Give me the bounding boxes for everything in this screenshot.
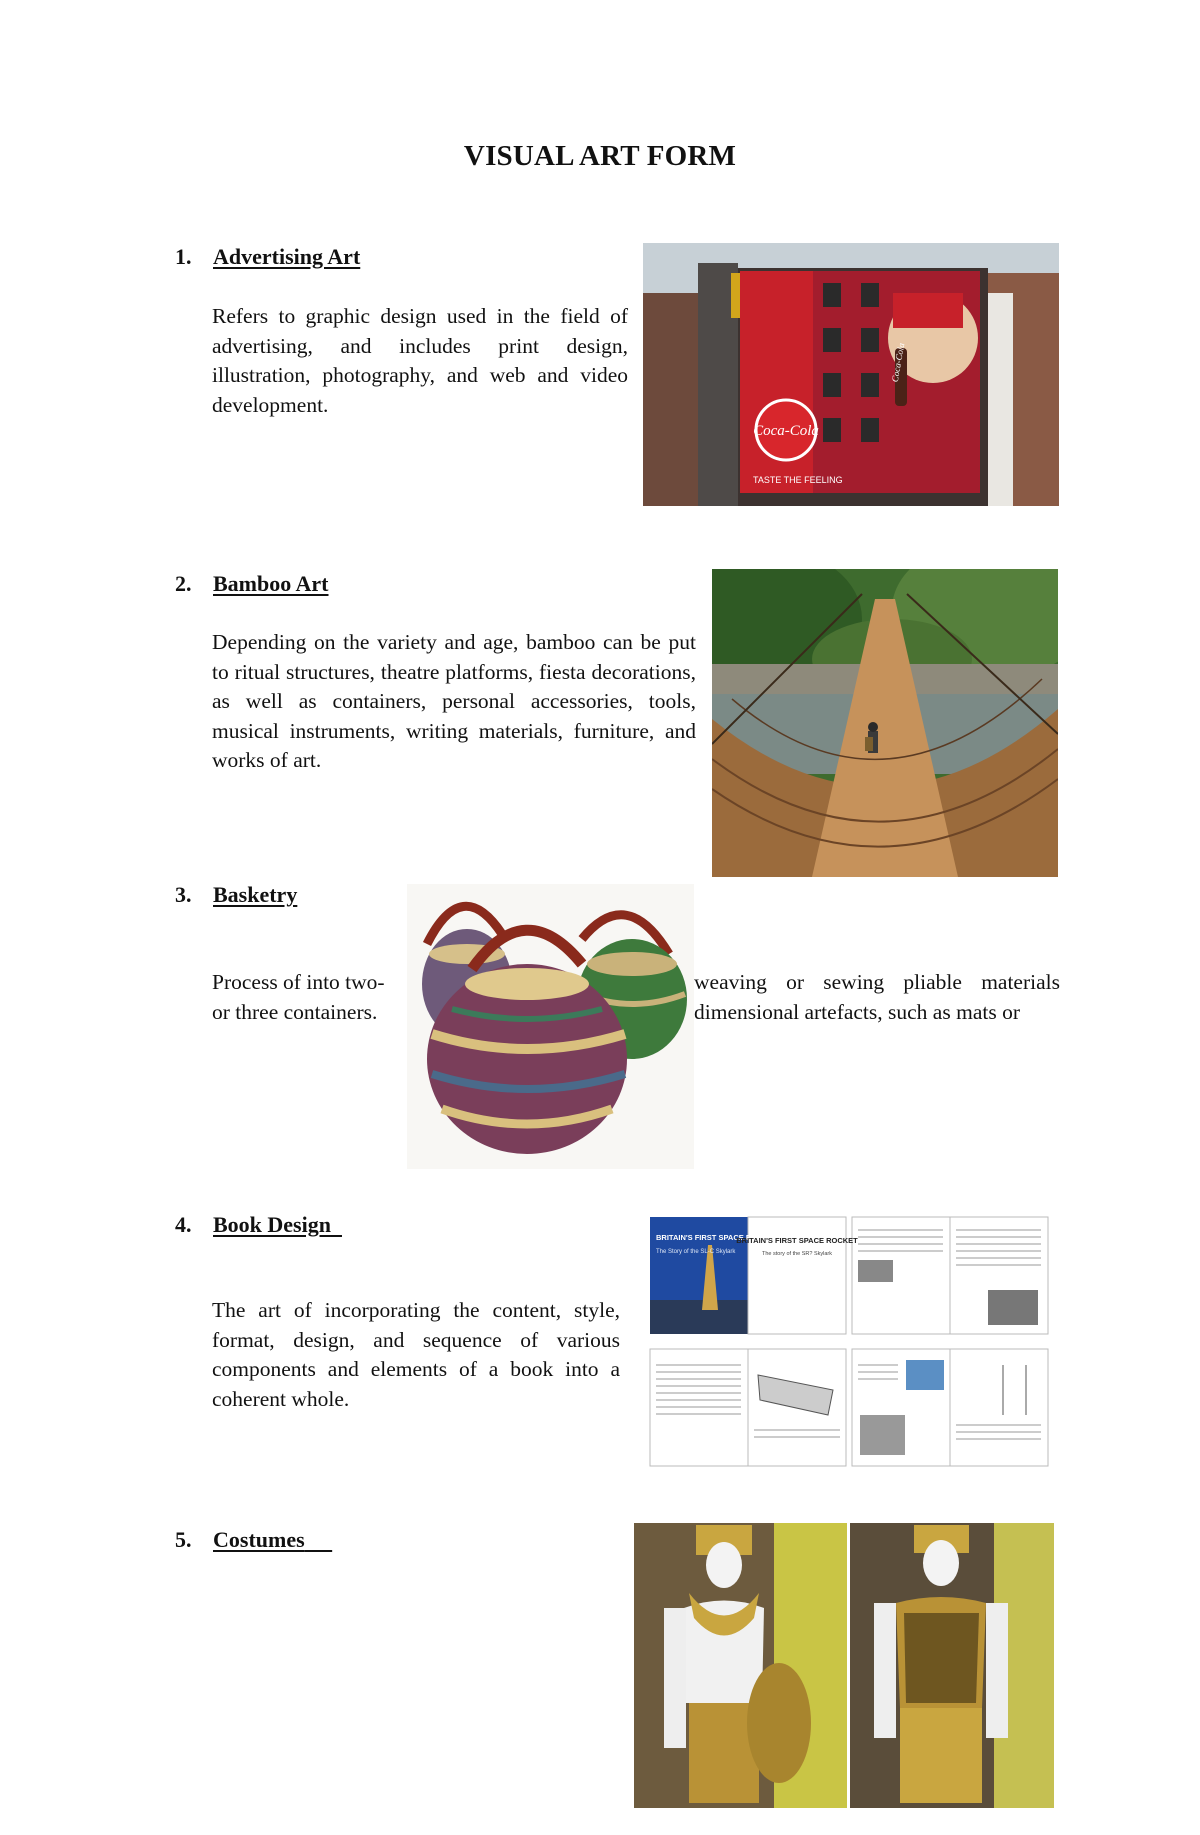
book-cover-title: BRITAIN'S FIRST SPACE ROCKET [656, 1233, 778, 1242]
page-title: VISUAL ART FORM [463, 140, 737, 172]
bottle-label-text: Coca-Cola [889, 342, 907, 383]
section-description: Refers to graphic design used in the field of advertising, and includes print design, illustration, photography, and web and video development. [212, 304, 628, 417]
section-title: Advertising Art [213, 244, 361, 269]
section-number: 5. [175, 1527, 192, 1552]
section-title: Book Design [213, 1212, 331, 1237]
section-number: 1. [175, 244, 192, 269]
section-heading-basketry [175, 882, 297, 908]
section-heading-costumes [175, 1527, 332, 1553]
section-title: Costumes [213, 1527, 305, 1552]
section-heading-advertising-art [175, 244, 360, 270]
section-title: Basketry [213, 882, 298, 907]
basketry-image [407, 884, 694, 1169]
book-title-page-subtitle: The story of the SR? Skylark [762, 1251, 832, 1257]
advertising-billboard-image [643, 243, 1059, 506]
section-description: Depending on the variety and age, bamboo can be put to ritual structures, theatre platforms, fiesta decorations, as well as containers, personal accessories, tools, musical instruments, writing materials, furniture, and works of art. [212, 630, 696, 772]
billboard-slogan-text: TASTE THE FEELING [753, 475, 843, 485]
section-heading-bamboo-art [175, 571, 329, 597]
costumes-image [634, 1523, 1054, 1808]
billboard-brand-text: Coca-Cola [753, 423, 819, 439]
section-description-left: Process of into two- or three containers. [212, 970, 385, 1024]
book-cover-subtitle: The Story of the SL-C Skylark [656, 1249, 736, 1255]
bamboo-bridge-image [712, 569, 1058, 877]
section-heading-book-design [175, 1212, 342, 1238]
book-design-image [648, 1215, 1054, 1470]
book-title-page-title: BRITAIN'S FIRST SPACE ROCKET [736, 1236, 858, 1245]
section-number: 3. [175, 882, 192, 907]
section-description: The art of incorporating the content, style, format, design, and sequence of various components and elements of a book into a coherent whole. [212, 1298, 620, 1411]
section-title: Bamboo Art [213, 571, 329, 596]
section-number: 2. [175, 571, 192, 596]
section-description-right: weaving or sewing pliable materials dimensional artefacts, such as mats or [694, 970, 1060, 1024]
section-number: 4. [175, 1212, 192, 1237]
